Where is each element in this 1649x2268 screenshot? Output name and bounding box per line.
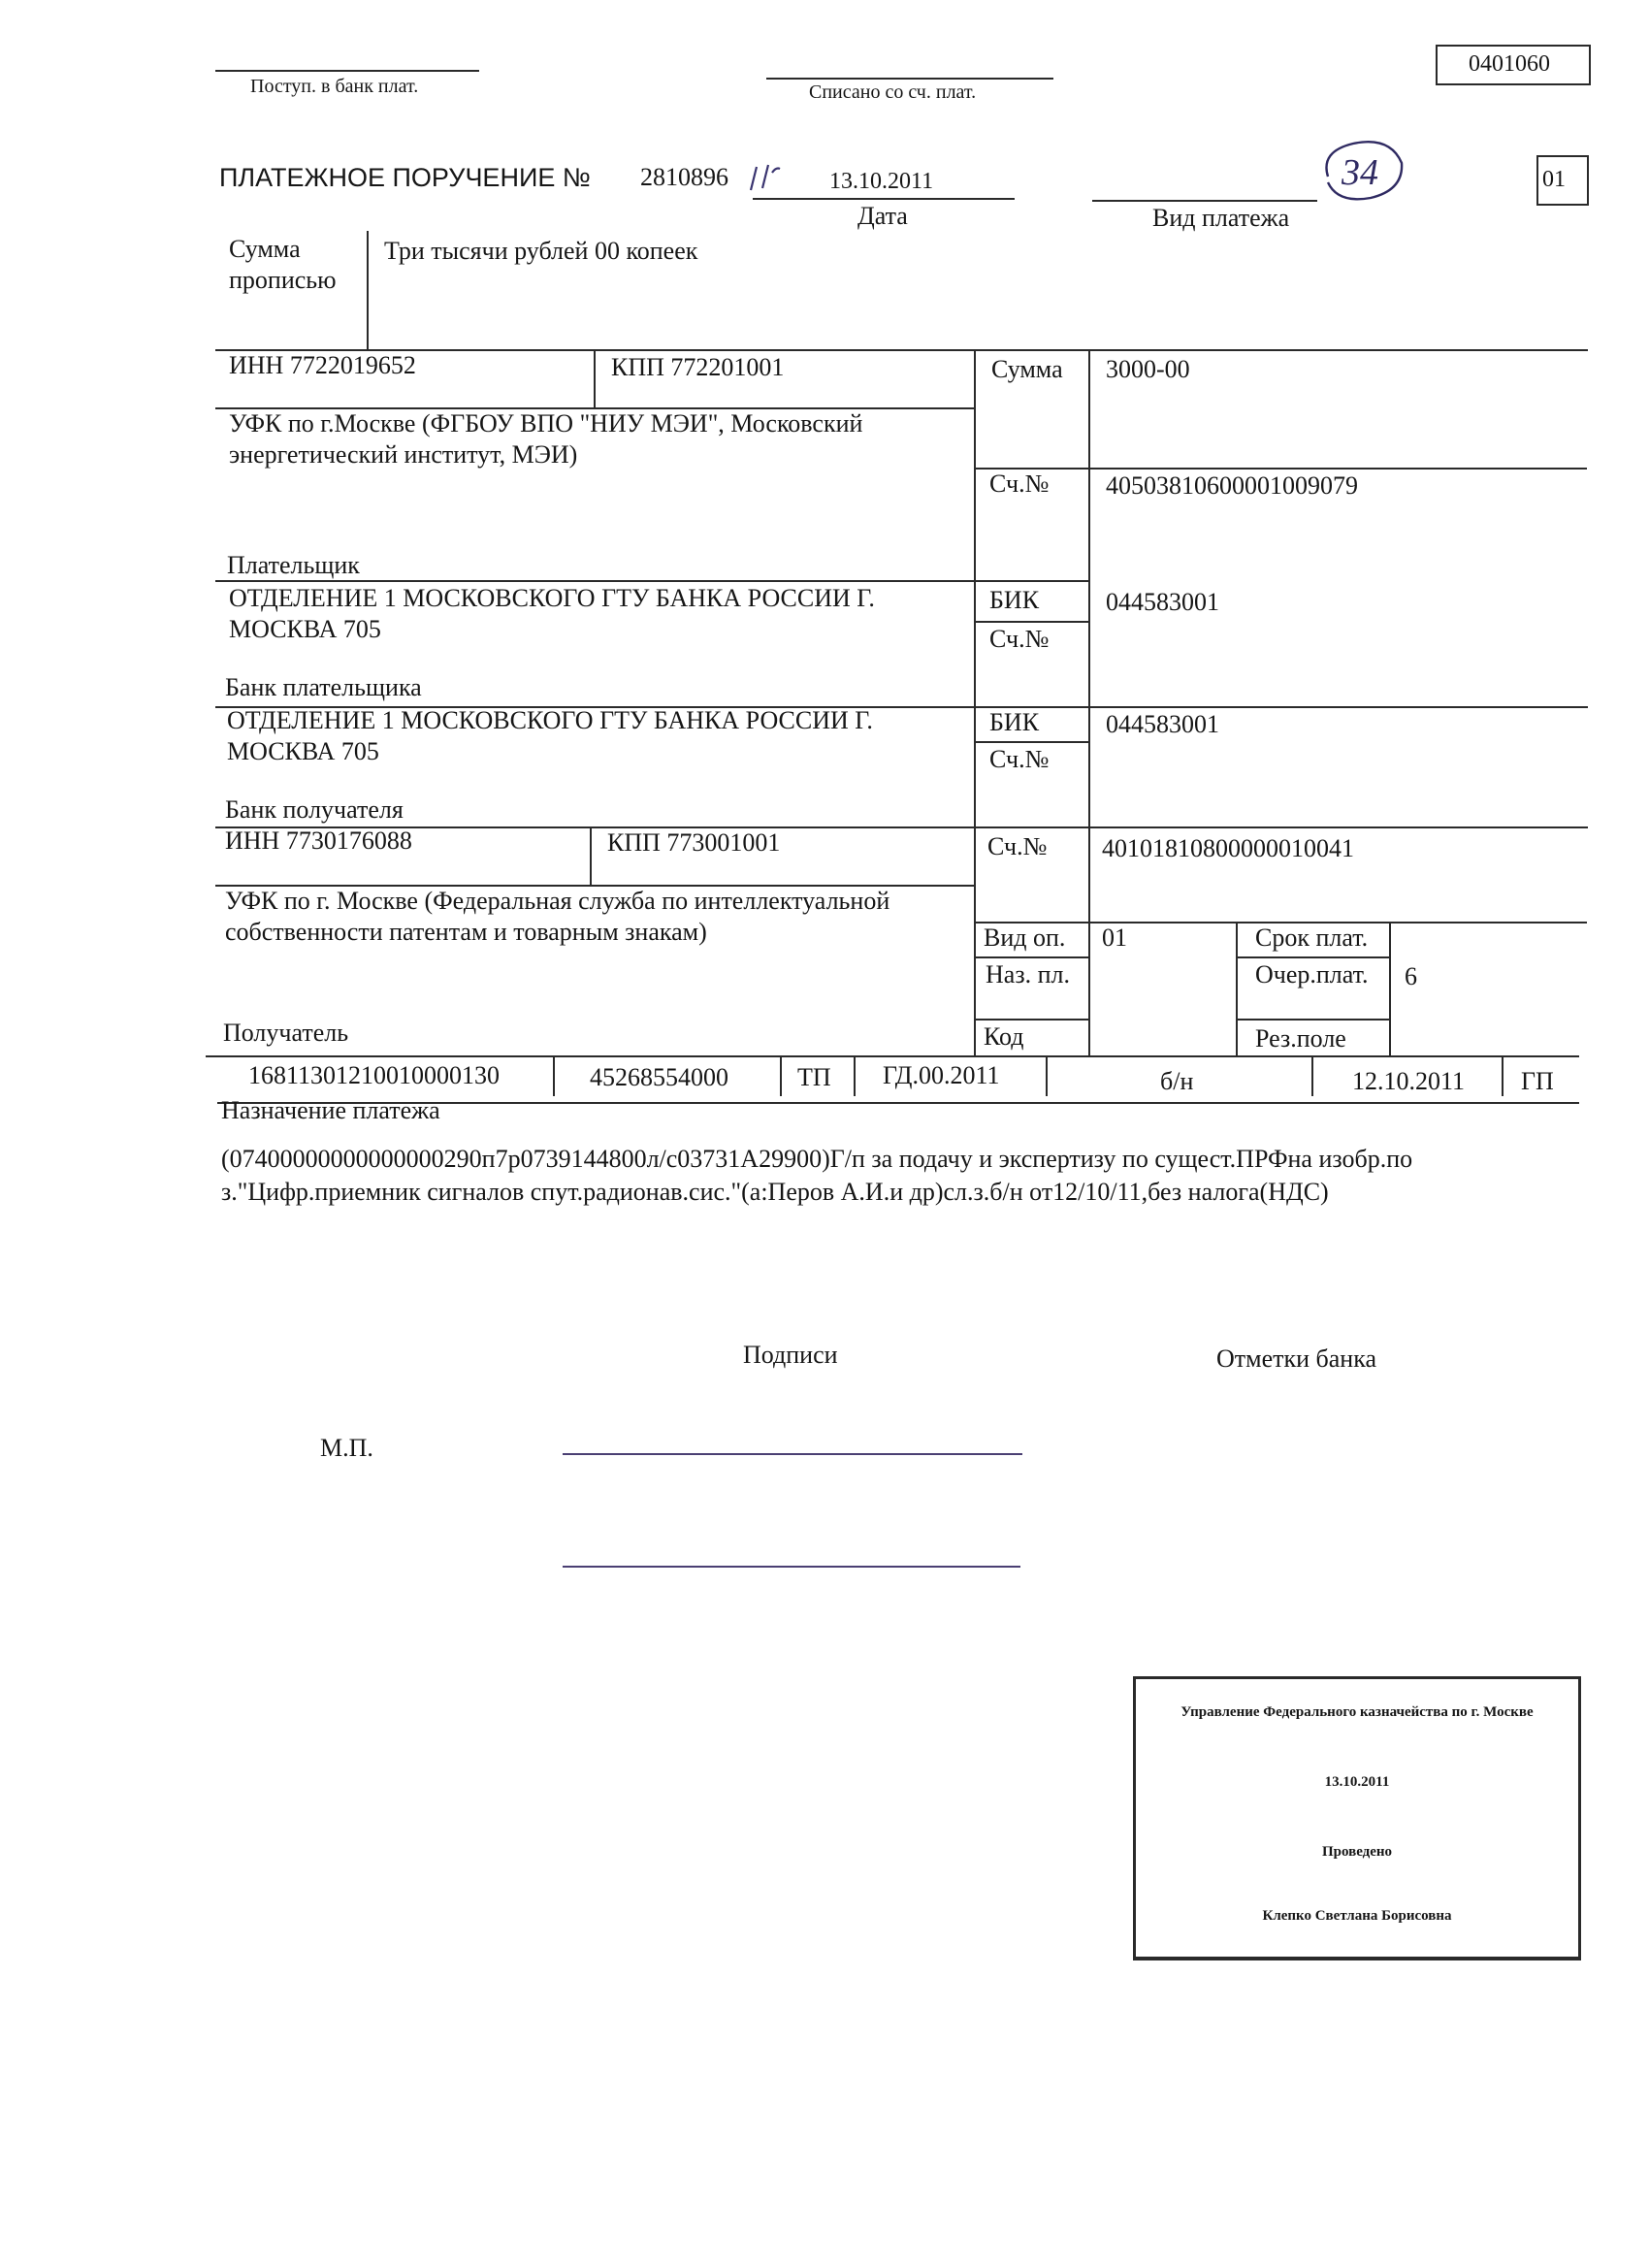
status-code-box xyxy=(1536,155,1589,206)
stamp-officer: Клепко Светлана Борисовна xyxy=(1262,1908,1452,1924)
purpose-label: Назначение платежа xyxy=(221,1096,440,1124)
payee-label: Получатель xyxy=(223,1019,349,1047)
tax-basis: ТП xyxy=(797,1063,831,1091)
handwritten-mark xyxy=(747,161,786,196)
payer-inn: ИНН 7722019652 xyxy=(229,351,416,379)
tax-doc-number: б/н xyxy=(1160,1067,1194,1095)
priority-value: 6 xyxy=(1405,962,1417,990)
purpose-type-label: Наз. пл. xyxy=(986,960,1070,988)
payer-label: Плательщик xyxy=(227,551,360,579)
payer-bank-name-2: МОСКВА 705 xyxy=(229,615,381,643)
reserve-label: Рез.поле xyxy=(1255,1024,1346,1053)
kbk-code: 16811301210010000130 xyxy=(248,1061,501,1089)
status-code: 01 xyxy=(1542,167,1566,192)
payer-name-2: энергетический институт, МЭИ) xyxy=(229,440,578,469)
form-code: 0401060 xyxy=(1469,51,1550,77)
payer-account-label: Сч.№ xyxy=(989,470,1050,498)
stamp-status: Проведено xyxy=(1321,1844,1393,1860)
stamp-place-label: М.П. xyxy=(320,1434,373,1462)
stamp-date: 13.10.2011 xyxy=(1324,1774,1390,1790)
debited-label: Списано со сч. плат. xyxy=(809,81,977,103)
okato-code: 45268554000 xyxy=(590,1063,728,1091)
payee-bank-account-label: Сч.№ xyxy=(989,745,1050,773)
term-label: Срок плат. xyxy=(1255,923,1369,952)
payee-bank-bik-label: БИК xyxy=(989,708,1040,736)
payee-bank-name-1: ОТДЕЛЕНИЕ 1 МОСКОВСКОГО ГТУ БАНКА РОССИИ Г. xyxy=(227,706,873,734)
circled-handwritten-mark xyxy=(1314,134,1407,211)
priority-label: Очер.плат. xyxy=(1255,960,1369,988)
op-type-value: 01 xyxy=(1102,923,1127,952)
document-number: 2810896 xyxy=(640,163,728,191)
payer-bank-bik-value: 044583001 xyxy=(1106,588,1219,616)
payer-account-value: 40503810600001009079 xyxy=(1106,471,1358,500)
tax-type: ГП xyxy=(1521,1067,1554,1095)
payee-bank-name-2: МОСКВА 705 xyxy=(227,737,379,765)
code-label: Код xyxy=(984,1022,1024,1051)
document-date: 13.10.2011 xyxy=(829,169,934,194)
signature-line-2 xyxy=(563,1566,1020,1568)
payer-bank-bik-label: БИК xyxy=(989,586,1040,614)
payee-account-value: 40101810800000010041 xyxy=(1102,834,1354,862)
amount-words-label-2: прописью xyxy=(229,266,337,294)
tax-period: ГД.00.2011 xyxy=(883,1061,1000,1089)
document-title: ПЛАТЕЖНОЕ ПОРУЧЕНИЕ № xyxy=(219,163,591,192)
op-type-label: Вид оп. xyxy=(984,923,1066,952)
amount-words-value: Три тысячи рублей 00 копеек xyxy=(384,237,698,265)
signature-line-1 xyxy=(563,1453,1022,1455)
received-label: Поступ. в банк плат. xyxy=(250,76,419,97)
payer-kpp: КПП 772201001 xyxy=(611,353,785,381)
purpose-line-1: (07400000000000000290п7р0739144800л/с03731А29900)Г/п за подачу и экспертизу по сущест.ПРФна изобр.по xyxy=(221,1145,1413,1173)
amount-value: 3000-00 xyxy=(1106,355,1190,383)
payee-name-1: УФК по г. Москве (Федеральная служба по интеллектуальной xyxy=(225,887,890,915)
amount-label: Сумма xyxy=(991,355,1063,383)
payment-type-label: Вид платежа xyxy=(1152,204,1290,232)
date-label: Дата xyxy=(857,202,908,230)
bank-marks-label: Отметки банка xyxy=(1216,1345,1377,1373)
payer-bank-account-label: Сч.№ xyxy=(989,625,1050,653)
payer-bank-label: Банк плательщика xyxy=(225,673,422,701)
signatures-label: Подписи xyxy=(743,1341,838,1369)
payer-name-1: УФК по г.Москве (ФГБОУ ВПО "НИУ МЭИ", Московский xyxy=(229,409,863,437)
circled-mark-text: 34 xyxy=(1342,152,1378,193)
form-code-box xyxy=(1436,45,1591,85)
bank-stamp xyxy=(1133,1676,1581,1960)
payee-kpp: КПП 773001001 xyxy=(607,828,781,857)
payee-account-label: Сч.№ xyxy=(987,832,1048,860)
payee-inn: ИНН 7730176088 xyxy=(225,826,412,855)
stamp-org: Управление Федерального казначейства по г. Москве xyxy=(1180,1704,1534,1720)
payee-bank-bik-value: 044583001 xyxy=(1106,710,1219,738)
payee-name-2: собственности патентам и товарным знакам) xyxy=(225,918,707,946)
tax-doc-date: 12.10.2011 xyxy=(1352,1067,1466,1095)
handwritten-mark-text: 11 xyxy=(747,161,748,162)
amount-words-label-1: Сумма xyxy=(229,235,301,263)
payer-bank-name-1: ОТДЕЛЕНИЕ 1 МОСКОВСКОГО ГТУ БАНКА РОССИИ Г. xyxy=(229,584,875,612)
purpose-line-2: з."Цифр.приемник сигналов спут.радионав.сис."(а:Перов А.И.и др)сл.з.б/н от12/10/11,без налога(НДС) xyxy=(221,1178,1329,1206)
payee-bank-label: Банк получателя xyxy=(225,795,404,824)
